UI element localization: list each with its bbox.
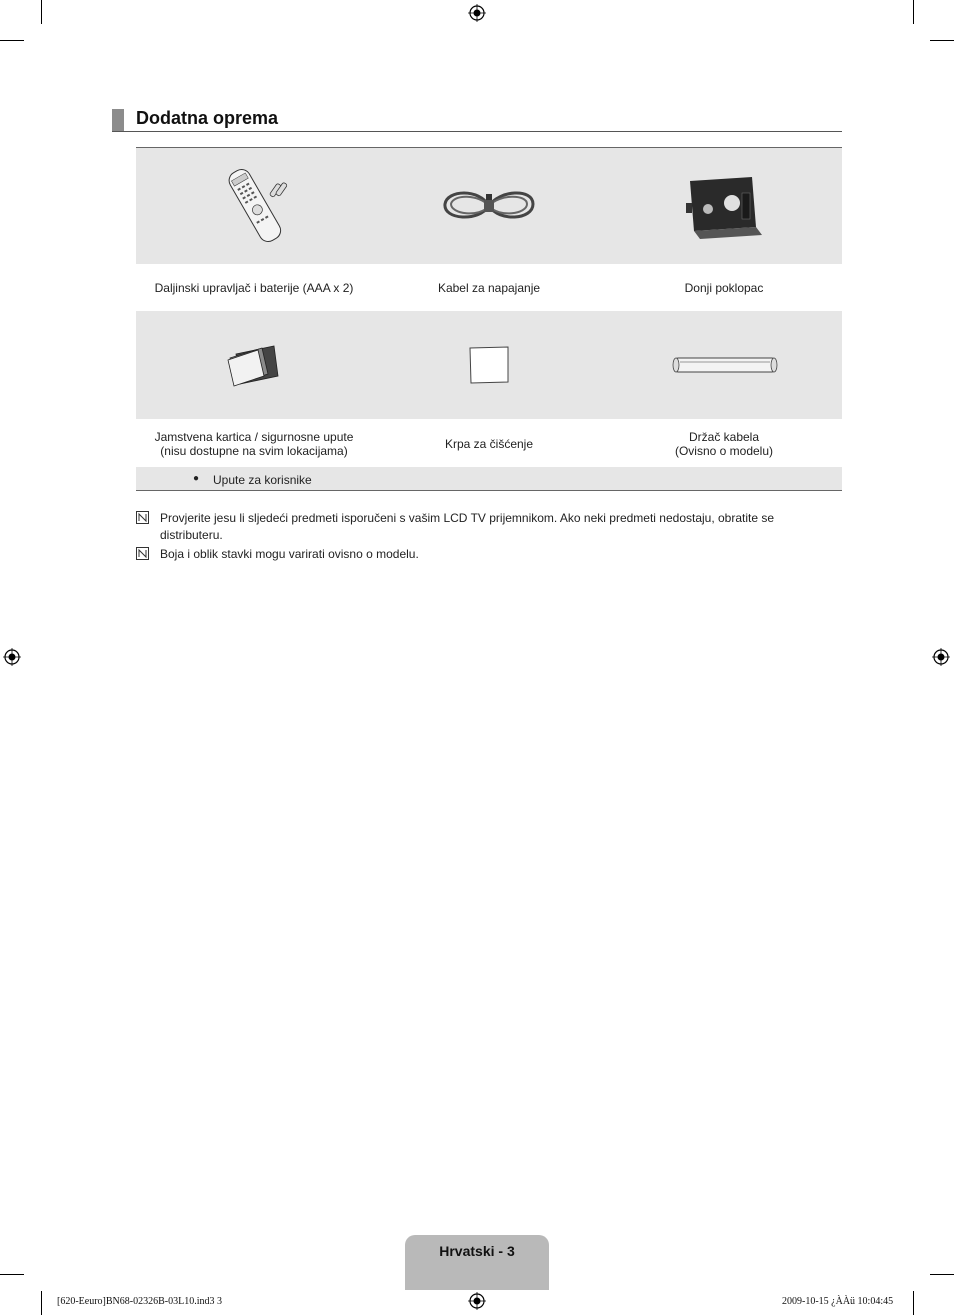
crop-mark (913, 1291, 914, 1315)
print-slug-right: 2009-10-15 ¿ÀÀü 10:04:45 (782, 1296, 894, 1307)
registration-mark-icon (932, 648, 950, 666)
cable-holder-icon (670, 352, 780, 378)
registration-mark-icon (468, 4, 486, 22)
page-number-label: Hrvatski - 3 (439, 1243, 515, 1259)
accessory-label-6-line1: Držač kabela (688, 430, 760, 444)
registration-mark-icon (468, 1292, 486, 1310)
cleaning-cloth-icon (466, 344, 512, 386)
accessory-label-4-line2: (nisu dostupne na svim lokacijama) (160, 444, 348, 458)
accessory-label-3: Donji poklopac (684, 281, 764, 295)
crop-mark (930, 1274, 954, 1275)
power-cable-icon (439, 176, 539, 236)
note-icon (136, 547, 149, 560)
crop-mark (913, 0, 914, 24)
bottom-cover-icon (680, 171, 770, 241)
crop-mark (41, 0, 42, 24)
crop-mark (930, 40, 954, 41)
extra-item-label: Upute za korisnike (213, 473, 312, 487)
image-row-1 (136, 148, 842, 264)
note-text-1-line1: Provjerite jesu li sljedeći predmeti isporučeni s vašim LCD TV prijemnikom. Ako neki predmeti nedostaju, obratite se (160, 511, 775, 525)
note-2 (136, 546, 836, 564)
accessory-label-4 (136, 430, 372, 458)
accessory-label-2: Kabel za napajanje (437, 281, 541, 295)
remote-control-icon (209, 161, 299, 251)
registration-mark-icon (3, 648, 21, 666)
image-row-2 (136, 311, 842, 419)
accessory-image-6 (607, 311, 843, 419)
note-1 (136, 510, 836, 546)
note-text-1 (160, 510, 820, 544)
accessory-label-6 (606, 430, 842, 458)
accessory-label-5: Krpa za čišćenje (444, 437, 534, 451)
warranty-card-icon (224, 340, 284, 390)
section-title: Dodatna oprema (136, 108, 279, 128)
accessory-label-4-line1: Jamstvena kartica / sigurnosne upute (154, 430, 354, 444)
accessory-image-3 (607, 148, 843, 264)
note-text-1-line2: distributeru. (160, 528, 223, 542)
note-icon (136, 511, 149, 524)
accessory-image-4 (136, 311, 372, 419)
accessory-image-1 (136, 148, 372, 264)
section-marker (112, 109, 124, 131)
note-text-2: Boja i oblik stavki mogu varirati ovisno o modelu. (160, 547, 419, 561)
bullet: ● (193, 473, 200, 484)
accessory-image-2 (371, 148, 607, 264)
crop-mark (41, 1291, 42, 1315)
section-rule (112, 131, 842, 132)
crop-mark (0, 1274, 24, 1275)
crop-mark (0, 40, 24, 41)
accessory-label-6-line2: (Ovisno o modelu) (674, 444, 774, 458)
accessory-label-1: Daljinski upravljač i baterije (AAA x 2) (154, 281, 354, 295)
print-slug-left: [620-Eeuro]BN68-02326B-03L10.ind3 3 (57, 1296, 222, 1307)
accessory-image-5 (371, 311, 607, 419)
